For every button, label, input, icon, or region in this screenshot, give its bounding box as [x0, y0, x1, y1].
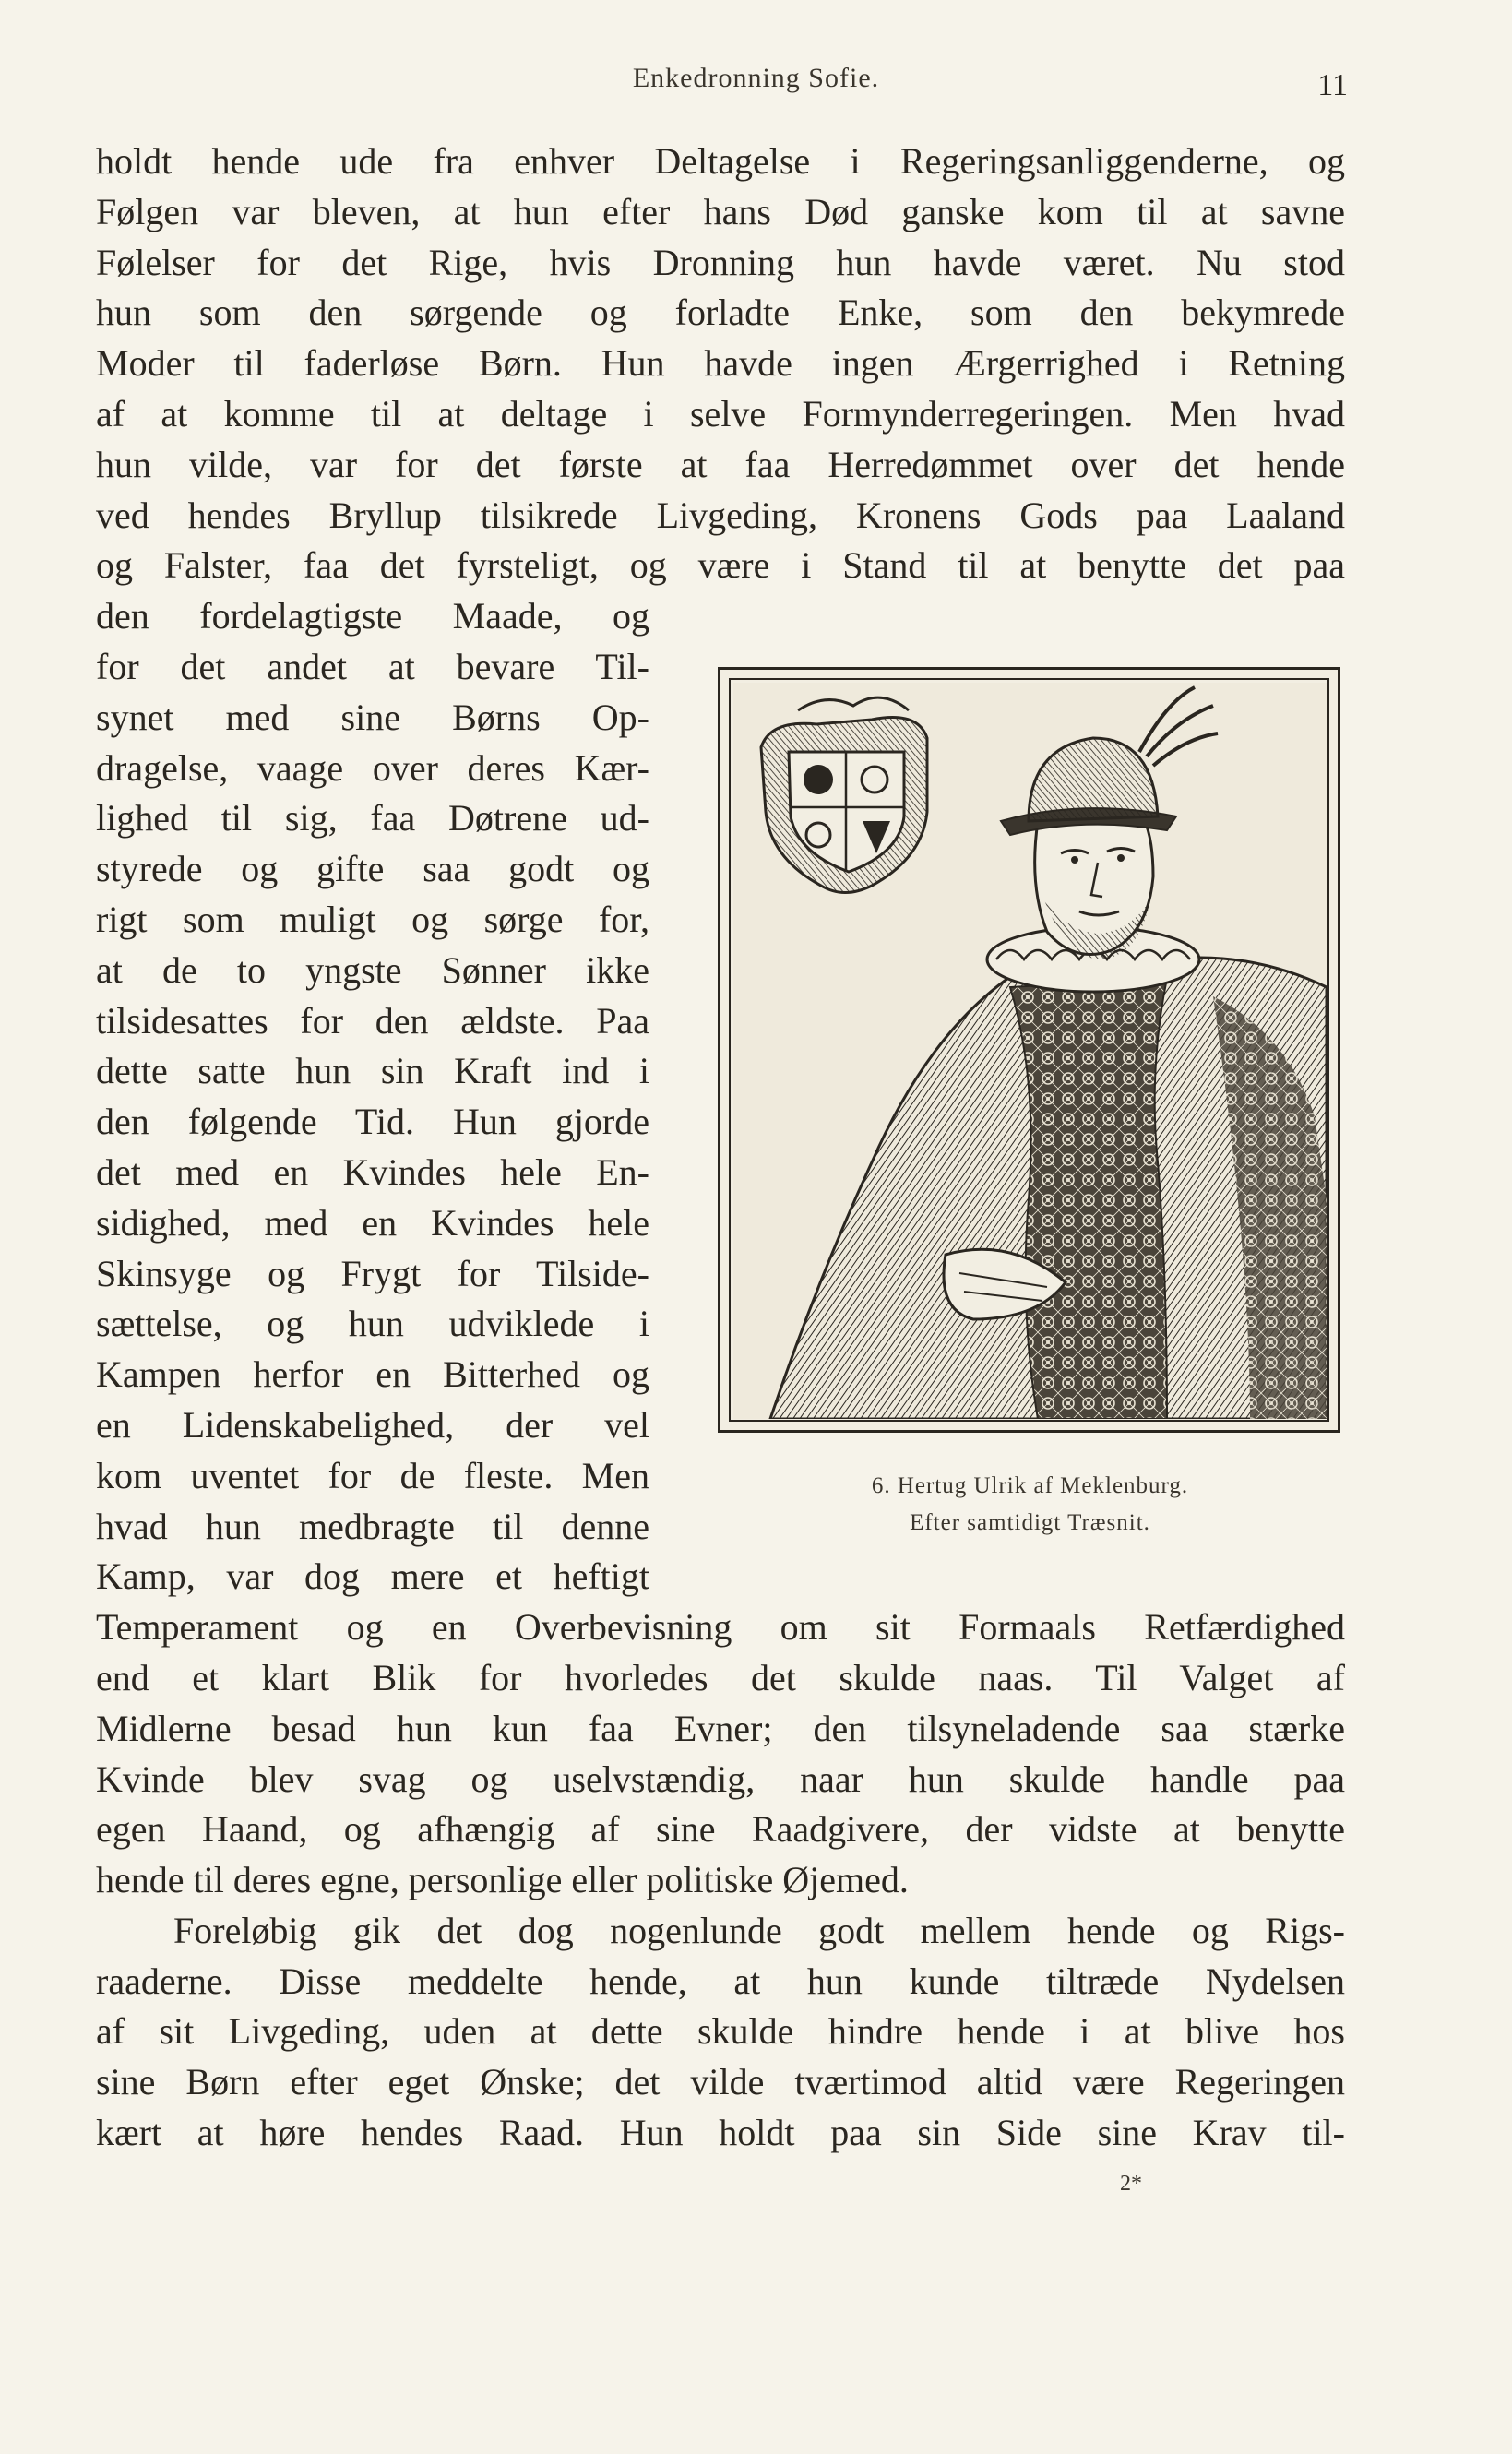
page-header: [0, 63, 1512, 109]
text-line: Kampen herfor en Bitterhed og: [96, 1353, 649, 1396]
text-line: sættelse, og hun udviklede i: [96, 1303, 649, 1345]
figure-caption: [718, 1468, 1342, 1542]
woodcut-portrait: [718, 667, 1340, 1433]
text-line: lighed til sig, faa Døtrene ud-: [96, 797, 649, 840]
text-line: af at komme til at deltage i selve Formynderregeringen. Men hvad: [96, 392, 1345, 435]
text-line: dragelse, vaage over deres Kær-: [96, 746, 649, 789]
text-line: synet med sine Børns Op-: [96, 696, 649, 738]
text-line: Følelser for det Rige, hvis Dronning hun havde været. Nu stod: [96, 241, 1345, 283]
text-line: kom uventet for de fleste. Men: [96, 1454, 649, 1496]
text-line: raaderne. Disse meddelte hende, at hun kunde tiltræde Nydelsen: [96, 1960, 1345, 2002]
text-line: det med en Kvindes hele En-: [96, 1150, 649, 1193]
text-line: Kvinde blev svag og uselvstændig, naar hun skulde handle paa: [96, 1757, 1345, 1800]
portrait-illustration: [733, 683, 1327, 1419]
portrait-figure: [718, 667, 1342, 1542]
text-line: Temperament og en Overbevisning om sit Formaals Retfærdighed: [96, 1606, 1345, 1649]
text-line: sine Børn efter eget Ønske; det vilde tværtimod altid være Regeringen: [96, 2061, 1345, 2103]
text-line: sidighed, med en Kvindes hele: [96, 1201, 649, 1244]
text-line: tilsidesattes for den ældste. Paa: [96, 999, 649, 1042]
text-line: rigt som muligt og sørge for,: [96, 898, 649, 940]
text-line: hun som den sørgende og forladte Enke, som den bekymrede: [96, 292, 1345, 334]
caption-line: 6. Hertug Ulrik af Meklenburg.: [871, 1473, 1189, 1498]
text-line: at de to yngste Sønner ikke: [96, 948, 649, 991]
text-line: ved hendes Bryllup tilsikrede Livgeding, Kronens Gods paa Laaland: [96, 494, 1345, 536]
text-line: en Lidenskabelighed, der vel: [96, 1403, 649, 1446]
text-line: hvad hun medbragte til denne: [96, 1505, 649, 1547]
text-line: af sit Livgeding, uden at dette skulde hindre hende i at blive hos: [96, 2010, 1345, 2053]
text-line: styrede og gifte saa godt og: [96, 848, 649, 890]
text-line: for det andet at bevare Til-: [96, 645, 649, 687]
page-number: 11: [1317, 68, 1348, 102]
printer-signature-mark: 2*: [1120, 2172, 1142, 2196]
text-line: Kamp, var dog mere et heftigt: [96, 1555, 649, 1598]
text-line: Skinsyge og Frygt for Tilside-: [96, 1252, 649, 1294]
text-line: Følgen var bleven, at hun efter hans Død ganske kom til at savne: [96, 190, 1345, 232]
running-title: Enkedronning Sofie.: [632, 63, 880, 93]
text-line: hun vilde, var for det første at faa Herredømmet over det hende: [96, 443, 1345, 485]
text-line: den følgende Tid. Hun gjorde: [96, 1101, 649, 1143]
portrait-face: [1035, 812, 1153, 959]
text-line: holdt hende ude fra enhver Deltagelse i Regeringsanliggenderne, og: [96, 140, 1345, 182]
text-line: egen Haand, og afhængig af sine Raadgivere, der vidste at benytte: [96, 1808, 1345, 1851]
text-line: kært at høre hendes Raad. Hun holdt paa sin Side sine Krav til-: [96, 2112, 1345, 2154]
caption-line: Efter samtidigt Træsnit.: [910, 1510, 1150, 1535]
text-line: den fordelagtigste Maade, og: [96, 595, 649, 637]
text-line: og Falster, faa det fyrsteligt, og være i Stand til at benytte det paa: [96, 544, 1345, 587]
text-line: end et klart Blik for hvorledes det skulde naas. Til Valget af: [96, 1656, 1345, 1698]
text-line: Foreløbig gik det dog nogenlunde godt mellem hende og Rigs-: [173, 1909, 1345, 1951]
text-line: hende til deres egne, personlige eller politiske Øjemed.: [96, 1859, 909, 1901]
text-line: Moder til faderløse Børn. Hun havde ingen Ærgerrighed i Retning: [96, 342, 1345, 385]
text-line: dette satte hun sin Kraft ind i: [96, 1050, 649, 1092]
text-line: Midlerne besad hun kun faa Evner; den tilsyneladende saa stærke: [96, 1707, 1345, 1749]
